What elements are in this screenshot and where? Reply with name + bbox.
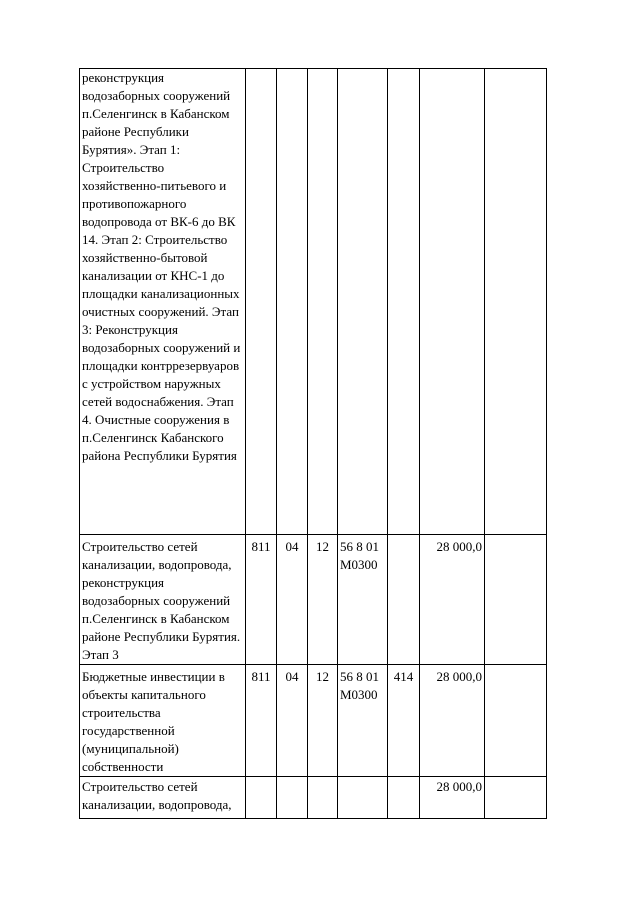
section-code-cell: 04	[277, 665, 308, 777]
expense-type-cell: 414	[388, 665, 420, 777]
section-code-cell	[277, 777, 308, 819]
grbs-code-cell	[246, 777, 277, 819]
amount-cell: 28 000,0	[420, 535, 485, 665]
target-article-cell	[338, 69, 388, 535]
subsection-code-cell	[308, 777, 338, 819]
amount-cell: 28 000,0	[420, 665, 485, 777]
extra-cell	[485, 535, 547, 665]
table-row	[80, 69, 547, 535]
target-article-cell: 56 8 01 М0300	[338, 535, 388, 665]
grbs-code-cell: 811	[246, 665, 277, 777]
item-name-cell: реконструкция водозаборных сооружений п.Селенгинск в Кабанском районе Республики Бурятия». Этап 1: Строительство хозяйственно-питьевого и противопожарного водопровода от ВК-6 до ВК 14. Этап 2: Строительство хозяйственно-бытовой канализации от КНС-1 до площадки канализационных очистных сооружений. Этап 3: Реконструкция водозаборных сооружений и площадки контррезервуаров с устройством наружных сетей водоснабжения. Этап 4. Очистные сооружения в п.Селенгинск Кабанского района Республики Бурятия	[80, 69, 246, 535]
item-name-cell: Бюджетные инвестиции в объекты капитального строительства государственной (муниципальной) собственности	[80, 665, 246, 777]
section-code-cell: 04	[277, 535, 308, 665]
expense-type-cell	[388, 777, 420, 819]
table-row	[80, 535, 547, 665]
section-code-cell	[277, 69, 308, 535]
target-article-cell	[338, 777, 388, 819]
subsection-code-cell: 12	[308, 535, 338, 665]
subsection-code-cell: 12	[308, 665, 338, 777]
item-name-cell: Строительство сетей канализации, водопровода, реконструкция водозаборных сооружений п.Селенгинск в Кабанском районе Республики Бурятия. Этап 3	[80, 535, 246, 665]
expense-type-cell	[388, 535, 420, 665]
table-row	[80, 665, 547, 777]
amount-cell	[420, 69, 485, 535]
subsection-code-cell	[308, 69, 338, 535]
amount-cell: 28 000,0	[420, 777, 485, 819]
target-article-cell: 56 8 01 М0300	[338, 665, 388, 777]
budget-table	[79, 68, 547, 819]
table-row	[80, 777, 547, 819]
extra-cell	[485, 665, 547, 777]
grbs-code-cell	[246, 69, 277, 535]
extra-cell	[485, 777, 547, 819]
grbs-code-cell: 811	[246, 535, 277, 665]
extra-cell	[485, 69, 547, 535]
expense-type-cell	[388, 69, 420, 535]
item-name-cell: Строительство сетей канализации, водопровода,	[80, 777, 246, 819]
